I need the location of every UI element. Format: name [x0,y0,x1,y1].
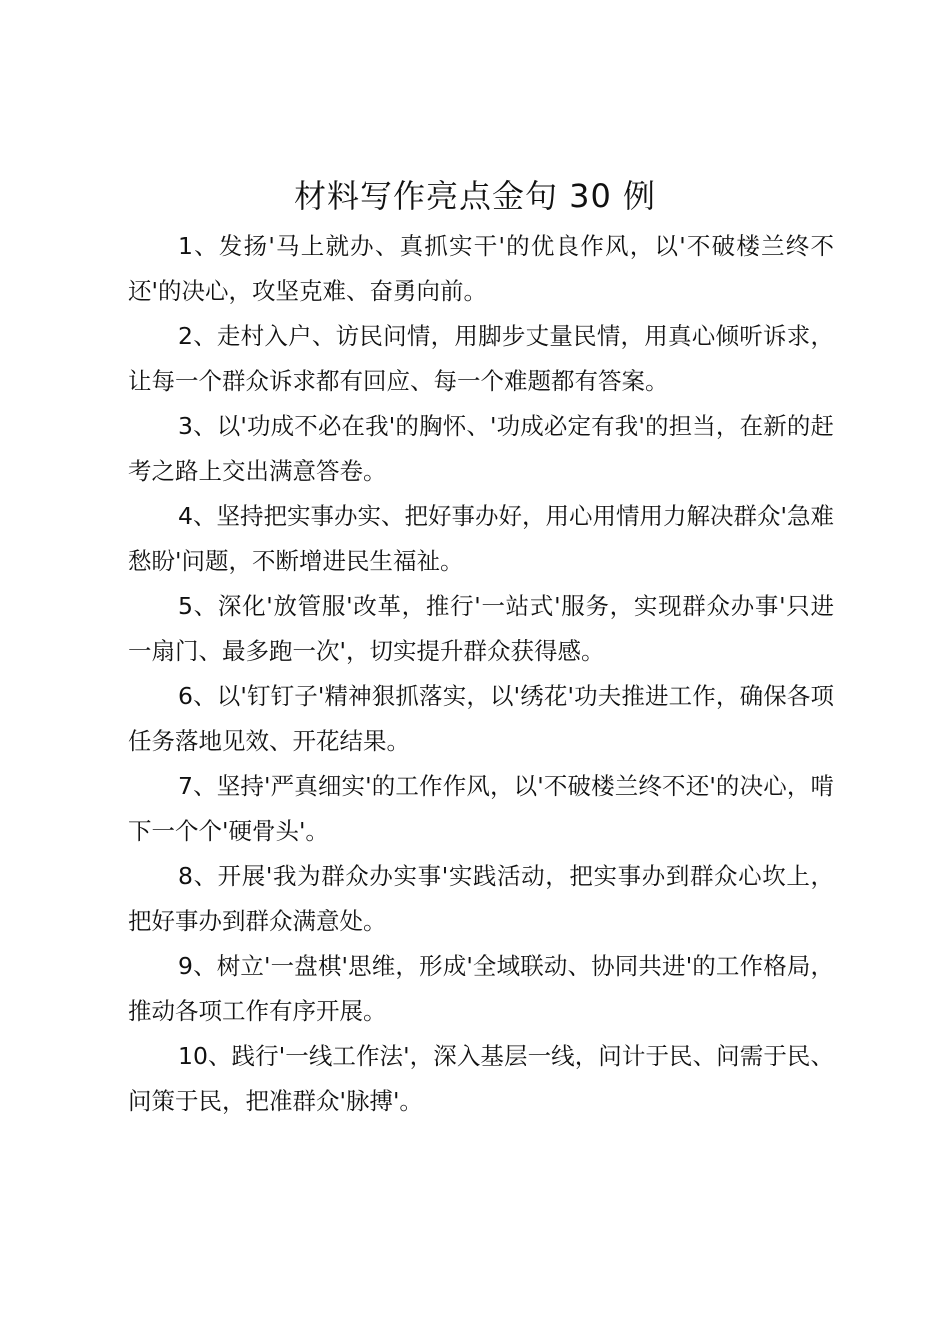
paragraph-9: 9、树立'一盘棋'思维，形成'全域联动、协同共进'的工作格局，推动各项工作有序开展。 [128,952,834,1025]
paragraph-7: 7、坚持'严真细实'的工作作风，以'不破楼兰终不还'的决心，啃下一个个'硬骨头'。 [128,772,834,845]
paragraph-5: 5、深化'放管服'改革，推行'一站式'服务，实现群众办事'只进一扇门、最多跑一次'，切实提升群众获得感。 [128,592,834,665]
paragraph-6: 6、以'钉钉子'精神狠抓落实，以'绣花'功夫推进工作，确保各项任务落地见效、开花结果。 [128,682,834,755]
paragraph-10: 10、践行'一线工作法'，深入基层一线，问计于民、问需于民、问策于民，把准群众'脉搏'。 [128,1042,834,1115]
paragraph-8: 8、开展'我为群众办实事'实践活动，把实事办到群众心坎上，把好事办到群众满意处。 [128,862,834,935]
paragraph-1: 1、发扬'马上就办、真抓实干'的优良作风，以'不破楼兰终不还'的决心，攻坚克难、奋勇向前。 [128,232,834,305]
document-title: 材料写作亮点金句 30 例 [293,177,657,215]
document-body [128,224,834,1124]
paragraph-3: 3、以'功成不必在我'的胸怀、'功成必定有我'的担当，在新的赶考之路上交出满意答卷。 [128,412,834,485]
paragraph-4: 4、坚持把实事办实、把好事办好，用心用情用力解决群众'急难愁盼'问题，不断增进民生福祉。 [128,502,834,575]
paragraph-2: 2、走村入户、访民问情，用脚步丈量民情，用真心倾听诉求，让每一个群众诉求都有回应、每一个难题都有答案。 [128,322,834,395]
